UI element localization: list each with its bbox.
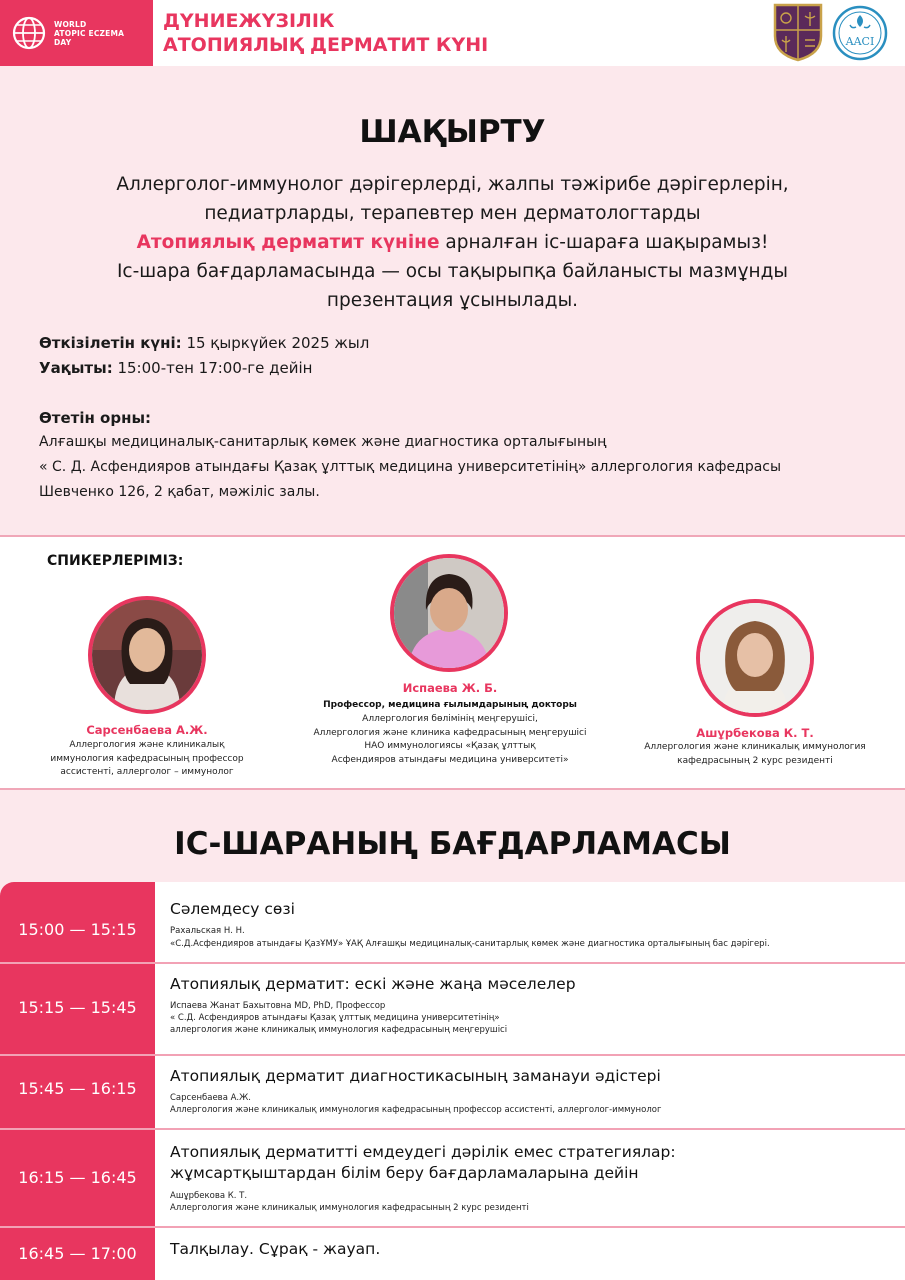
- program-item-sub: Ашұрбекова К. Т.: [170, 1191, 248, 1201]
- program-item-sub: « С.Д. Асфендияров атындағы Қазақ ұлттық медицина университетінің»: [170, 1013, 500, 1023]
- venue-line: Алғашқы медициналық-санитарлық көмек және диагностика орталығының: [39, 434, 607, 450]
- speaker-name: Сарсенбаева А.Ж.: [86, 723, 208, 737]
- speaker-name: Испаева Ж. Б.: [402, 681, 498, 695]
- speaker-desc-line: иммунология кафедрасының профессор: [50, 753, 244, 764]
- header: [0, 0, 905, 66]
- portrait-image: [700, 603, 810, 713]
- speaker-desc-line: Аллергология және клиникалық иммунология: [644, 742, 866, 752]
- speaker-photo-ashurbekova: [696, 599, 814, 717]
- program-section: [0, 790, 905, 1280]
- program-divider: [0, 1054, 905, 1056]
- venue-label-text: Өтетін орны:: [39, 409, 152, 427]
- program-time: 16:15 — 16:45: [18, 1168, 137, 1187]
- program-item-title: Талқылау. Сұрақ - жауап.: [170, 1240, 381, 1258]
- program-time: 15:15 — 15:45: [18, 998, 137, 1017]
- speaker-photo-sarsenbayeva: [88, 596, 206, 714]
- program-divider: [0, 962, 905, 964]
- venue-line: Шевченко 126, 2 қабат, мәжіліс залы.: [39, 484, 320, 500]
- program-item-title: Атопиялық дерматит диагностикасының заманауи әдістері: [170, 1067, 661, 1085]
- header-title-line2: АТОПИЯЛЫҚ ДЕРМАТИТ КҮНІ: [163, 34, 489, 56]
- speaker-description: [37, 739, 257, 780]
- speaker-desc-line: НАО иммунологиясы «Қазақ ұлттық: [364, 741, 536, 751]
- speaker-description: [300, 713, 600, 767]
- brand-line: WORLD: [54, 19, 87, 29]
- program-item-title-line2: жұмсартқыштардан білім беру бағдарламаларына дейін: [170, 1164, 639, 1182]
- program-item-title: Атопиялық дерматитті емдеудегі дәрілік емес стратегиялар:: [170, 1143, 676, 1161]
- invitation-text: [60, 170, 845, 315]
- brand-text: [54, 20, 124, 47]
- program-item: [155, 1128, 905, 1226]
- invitation-line: Іс-шара бағдарламасында — осы тақырыпқа байланысты мазмұнды: [116, 261, 789, 282]
- program-item: [155, 882, 905, 962]
- time-value: 15:00-тен 17:00-ге дейін: [112, 359, 313, 377]
- speaker-desc-line: ассистенті, аллерголог – иммунолог: [60, 767, 234, 777]
- program-time: 16:45 — 17:00: [18, 1244, 137, 1263]
- speaker-name: Ашұрбекова К. Т.: [696, 726, 814, 740]
- invitation-line: педиатрларды, терапевтер мен дерматологтарды: [204, 203, 701, 224]
- aaci-logo-text: AACI: [845, 35, 875, 48]
- program-time-column: [0, 882, 155, 1280]
- program-item-title: Атопиялық дерматит: ескі және жаңа мәселелер: [170, 975, 576, 993]
- brand-line: DAY: [54, 37, 72, 47]
- program-rows: [155, 882, 905, 1280]
- venue-line: « С. Д. Асфендияров атындағы Қазақ ұлттық медицина университетінің» аллергология кафедрасы: [39, 459, 782, 475]
- venue-label: [39, 406, 151, 431]
- program-divider: [0, 1128, 905, 1130]
- program-item-title: Сәлемдесу сөзі: [170, 900, 295, 918]
- world-atopic-eczema-day-brand: [0, 0, 153, 66]
- speaker-description: [625, 741, 885, 768]
- invitation-section: [0, 66, 905, 537]
- speaker-photo-ispayeva: [390, 554, 508, 672]
- speaker-desc-line: кафедрасының 2 курс резиденті: [677, 755, 833, 766]
- event-time: [39, 356, 313, 381]
- event-date: [39, 331, 369, 356]
- speaker-title: Профессор, медицина ғылымдарының докторы: [323, 700, 577, 710]
- program-item-sub: Сарсенбаева А.Ж.: [170, 1093, 251, 1103]
- program-item: [155, 1226, 905, 1280]
- program-item-sub: Аллергология және клиникалық иммунология кафедрасының профессор ассистенті, аллерголог-иммунолог: [170, 1105, 662, 1115]
- globe-icon: [12, 16, 46, 50]
- program-time: 15:45 — 16:15: [18, 1079, 137, 1098]
- invitation-line: [60, 228, 845, 257]
- program-item-sub: аллергология және клиникалық иммунология кафедрасының меңгерушісі: [170, 1025, 508, 1035]
- highlight-text: Атопиялық дерматит күніне: [136, 232, 440, 253]
- program-item: [155, 962, 905, 1054]
- invitation-line: Аллерголог-иммунолог дәрігерлерді, жалпы тәжірибе дәрігерлерін,: [116, 174, 789, 195]
- time-label: Уақыты:: [39, 359, 113, 377]
- date-value: 15 қыркүйек 2025 жыл: [181, 334, 370, 352]
- portrait-image: [394, 558, 504, 668]
- date-label: Өткізілетін күні:: [39, 334, 182, 352]
- speaker-desc-line: Аллергология және клиника кафедрасының меңгерушісі: [313, 727, 587, 738]
- speaker-desc-line: Аллергология бөлімінің меңгерушісі,: [362, 714, 538, 724]
- speaker-desc-line: Аллергология және клиникалық: [69, 740, 225, 750]
- program-item-sub: Рахальская Н. Н.: [170, 926, 245, 936]
- program-divider: [0, 1226, 905, 1228]
- header-title: [163, 9, 488, 57]
- program-title: ІС-ШАРАНЫҢ БАҒДАРЛАМАСЫ: [174, 826, 731, 862]
- portrait-image: [92, 600, 202, 710]
- university-crest-logo: [772, 2, 824, 62]
- aaci-logo: [832, 5, 888, 61]
- program-item-sub: Аллергология және клиникалық иммунология кафедрасының 2 курс резиденті: [170, 1203, 529, 1213]
- speakers-section: [0, 537, 905, 790]
- invitation-line-rest: арналған іс-шараға шақырамыз!: [439, 232, 769, 253]
- program-item-sub: «С.Д.Асфендияров атындағы ҚазҰМУ» ҰАҚ Алғашқы медициналық-санитарлық көмек және диагностика орталығының бас дәрігері.: [170, 939, 770, 949]
- invitation-line: презентация ұсынылады.: [326, 290, 579, 311]
- brand-line: ATOPIC ECZEMA: [54, 28, 125, 38]
- invitation-title: ШАҚЫРТУ: [359, 114, 546, 150]
- speakers-heading: СПИКЕРЛЕРІМІЗ:: [47, 553, 184, 569]
- header-title-line1: ДҮНИЕЖҮЗІЛІК: [163, 10, 335, 32]
- program-item: [155, 1054, 905, 1128]
- program-item-sub: Испаева Жанат Бахытовна MD, PhD, Профессор: [170, 1001, 386, 1011]
- speaker-desc-line: Асфендияров атындағы медицина университеті»: [331, 754, 569, 765]
- program-time: 15:00 — 15:15: [18, 920, 137, 939]
